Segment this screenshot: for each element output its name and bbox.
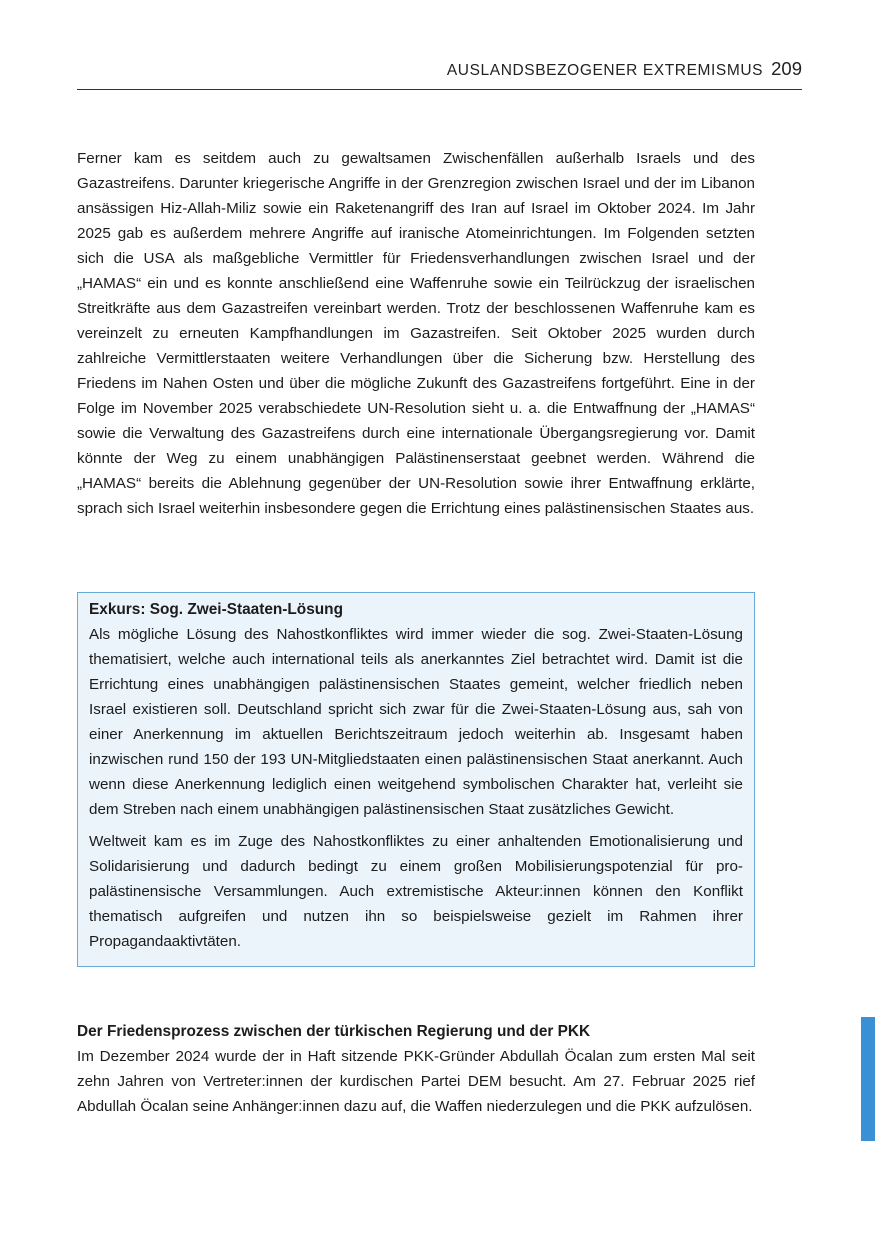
exkurs-paragraph-1: Als mögliche Lösung des Nahostkonfliktes wird immer wieder die sog. Zwei-Staaten-Lösung thematisiert, welche auch international teils als anerkanntes Ziel betrachtet wird. Damit ist die Errichtung eines unabhängigen palästinensischen Staates gemeint, welcher friedlich neben Israel existieren soll. Deutschland spricht sich zwar für die Zwei-Staaten-Lösung aus, sah von einer Anerkennung im aktuellen Berichtszeitraum jedoch weiterhin ab. Insgesamt haben inzwischen rund 150 der 193 UN-Mitgliedstaaten einen palästinensischen Staat anerkannt. Auch wenn diese Anerkennung lediglich einen weitgehend symbolischen Charakter hat, verleiht sie dem Streben nach einem unabhängigen palästinensischen Staat zusätzliches Gewicht. — [89, 626, 743, 818]
exkurs-title: Exkurs: Sog. Zwei-Staaten-Lösung — [89, 601, 343, 618]
section-heading: Der Friedensprozess zwischen der türkischen Regierung und der PKK — [77, 1023, 591, 1040]
exkurs-paragraph-2: Weltweit kam es im Zuge des Nahostkonfliktes zu einer anhaltenden Emotionalisierung und Solidarisierung und dadurch bedingt zu einem großen Mobilisierungspotenzial für pro-palästinensische Versammlungen. Auch extremistische Akteur:innen können den Konflikt thematisch aufgreifen und nutzen ihn so beispielsweise gezielt im Rahmen ihrer Propagandaaktivtäten. — [89, 833, 743, 950]
chapter-tab-marker — [861, 1017, 875, 1141]
exkurs-box — [77, 592, 755, 967]
body-paragraph-1: Ferner kam es seitdem auch zu gewaltsamen Zwischenfällen außerhalb Israels und des Gazastreifens. Darunter kriegerische Angriffe in der Grenzregion zwischen Israel und der im Libanon ansässigen Hiz-Allah-Miliz sowie ein Raketenangriff des Iran auf Israel im Oktober 2024. Im Jahr 2025 gab es außerdem mehrere Angriffe auf iranische Atomeinrichtungen. Im Folgenden setzten sich die USA als maßgebliche Vermittler für Friedensverhandlungen zwischen Israel und der „HAMAS“ ein und es konnte anschließend eine Waffenruhe sowie ein Teilrückzug der israelischen Streitkräfte aus dem Gazastreifen vereinbart werden. Trotz der beschlossenen Waffenruhe kam es vereinzelt zu erneuten Kampfhandlungen im Gazastreifen. Seit Oktober 2025 wurden durch zahlreiche Vermittlerstaaten weitere Verhandlungen über die Sicherung bzw. Herstellung des Friedens im Nahen Osten und über die mögliche Zukunft des Gazastreifens fortgeführt. Eine in der Folge im November 2025 verabschiedete UN-Resolution sieht u. a. die Entwaffnung der „HAMAS“ sowie die Verwaltung des Gazastreifens durch eine internationale Übergangsregierung vor. Damit könnte der Weg zu einem unabhängigen Palästinenserstaat geebnet werden. Während die „HAMAS“ bereits die Ablehnung gegenüber der UN-Resolution sowie ihrer Entwaffnung erklärte, sprach sich Israel weiterhin insbesondere gegen die Errichtung eines palästinensischen Staates aus. — [77, 150, 755, 517]
header-title: AUSLANDSBEZOGENER EXTREMISMUS — [446, 62, 764, 79]
running-header — [77, 58, 802, 90]
page-number: 209 — [771, 58, 802, 79]
section-paragraph: Im Dezember 2024 wurde der in Haft sitzende PKK-Gründer Abdullah Öcalan zum ersten Mal seit zehn Jahren von Vertreter:innen der kurdischen Partei DEM besucht. Am 27. Februar 2025 rief Abdullah Öcalan seine Anhänger:innen dazu auf, die Waffen niederzulegen und die PKK aufzulösen. — [77, 1048, 755, 1115]
